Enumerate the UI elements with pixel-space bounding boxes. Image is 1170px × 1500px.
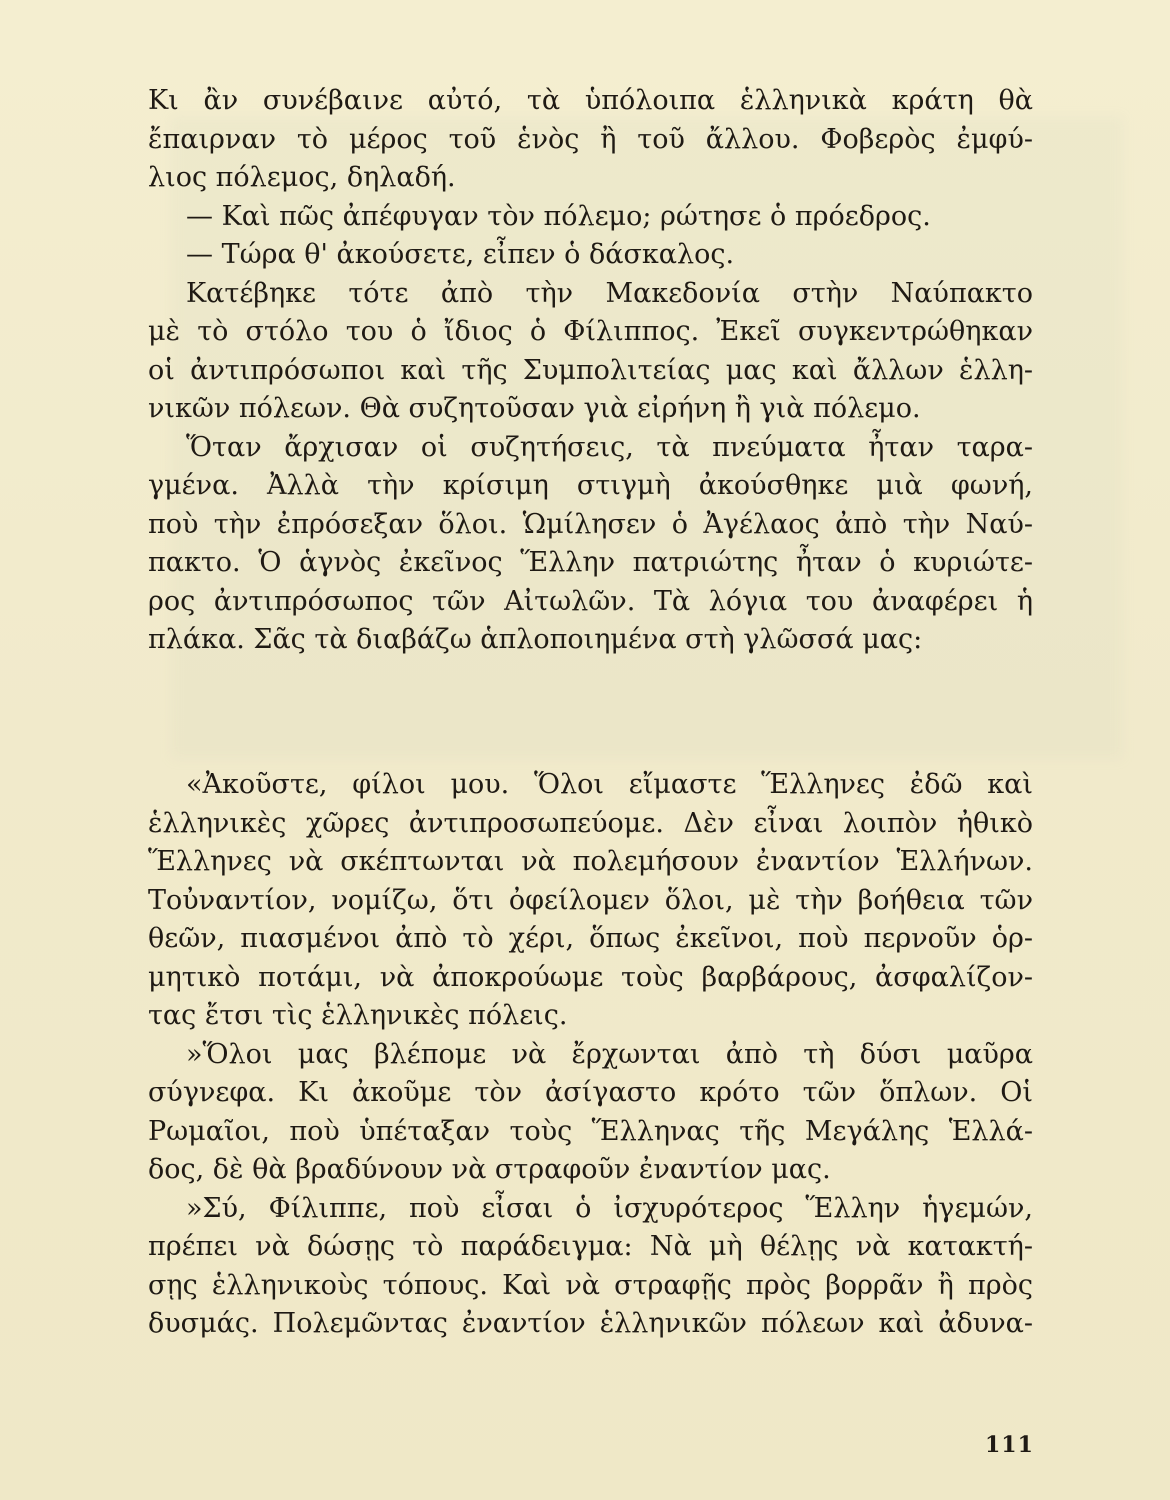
text-line: Κι ἂν συνέβαινε αὐτό, τὰ ὑπόλοιπα ἑλληνικὰ κράτη θὰ [148, 85, 1033, 116]
text-line: νικῶν πόλεων. Θὰ συζητοῦσαν γιὰ εἰρήνη ἢ γιὰ πόλεμο. [148, 393, 921, 424]
text-line: μητικὸ ποτάμι, νὰ ἀποκρούωμε τοὺς βαρβάρους, ἀσφαλίζον- [148, 961, 1033, 993]
text-line: ρος ἀντιπρόσωπος τῶν Αἰτωλῶν. Τὰ λόγια του ἀναφέρει ἡ [148, 585, 1033, 617]
text-line: Ρωμαῖοι, ποὺ ὑπέταξαν τοὺς Ἕλληνας τῆς Μεγάλης Ἑλλά- [148, 1115, 1033, 1147]
text-line: πακτο. Ὁ ἁγνὸς ἐκεῖνος Ἕλλην πατριώτης ἦταν ὁ κυριώτε- [148, 547, 1033, 578]
text-line: δυσμάς. Πολεμῶντας ἐναντίον ἑλληνικῶν πόλεων καὶ ἀδυνα- [148, 1308, 1033, 1339]
text-line: »Σύ, Φίλιππε, ποὺ εἶσαι ὁ ἰσχυρότερος Ἕλλην ἡγεμών, [186, 1192, 1033, 1224]
text-line: ἑλληνικὲς χῶρες ἀντιπροσωπεύομε. Δὲν εἶναι λοιπὸν ἠθικὸ [148, 807, 1033, 839]
text-line: »Ὅλοι μας βλέπομε νὰ ἔρχωνται ἀπὸ τὴ δύσι μαῦρα [186, 1038, 1033, 1070]
text-line: — Καὶ πῶς ἀπέφυγαν τὸν πόλεμο; ρώτησε ὁ πρόεδρος. [186, 200, 931, 232]
text-line: θεῶν, πιασμένοι ἀπὸ τὸ χέρι, ὅπως ἐκεῖνοι, ποὺ περνοῦν ὁρ- [148, 923, 1033, 954]
text-line: «Ἀκοῦστε, φίλοι μου. Ὅλοι εἴμαστε Ἕλληνες ἐδῶ καὶ [186, 769, 1033, 800]
text-line: τας ἔτσι τὶς ἑλληνικὲς πόλεις. [148, 1000, 568, 1031]
text-line: οἱ ἀντιπρόσωποι καὶ τῆς Συμπολιτείας μας καὶ ἄλλων ἑλλη- [148, 354, 1033, 386]
text-line: Ἕλληνες νὰ σκέπτωνται νὰ πολεμήσουν ἐναντίον Ἑλλήνων. [148, 846, 1033, 877]
paragraph-block-speech [148, 766, 1033, 1344]
text-line: σύγνεφα. Κι ἀκοῦμε τὸν ἀσίγαστο κρότο τῶν ὅπλων. Οἱ [148, 1077, 1033, 1108]
text-line: — Τώρα θ' ἀκούσετε, εἶπεν ὁ δάσκαλος. [186, 239, 735, 270]
text-line: Ὅταν ἄρχισαν οἱ συζητήσεις, τὰ πνεύματα ἦταν ταρα- [186, 431, 1033, 463]
text-line: Τοὐναντίον, νομίζω, ὅτι ὀφείλομεν ὅλοι, μὲ τὴν βοήθεια τῶν [148, 884, 1033, 916]
page-number: 111 [985, 1432, 1034, 1458]
text-line: Κατέβηκε τότε ἀπὸ τὴν Μακεδονία στὴν Ναύπακτο [186, 277, 1033, 309]
text-line: ἔπαιρναν τὸ μέρος τοῦ ἑνὸς ἢ τοῦ ἄλλου. Φοβερὸς ἐμφύ- [148, 123, 1033, 155]
text-line: μὲ τὸ στόλο του ὁ ἴδιος ὁ Φίλιππος. Ἐκεῖ συγκεντρώθηκαν [148, 316, 1033, 347]
text-line: ποὺ τὴν ἐπρόσεξαν ὅλοι. Ὡμίλησεν ὁ Ἀγέλαος ἀπὸ τὴν Ναύ- [148, 508, 1033, 540]
text-line: γμένα. Ἀλλὰ τὴν κρίσιμη στιγμὴ ἀκούσθηκε μιὰ φωνή, [148, 470, 1033, 501]
text-line: δος, δὲ θὰ βραδύνουν νὰ στραφοῦν ἐναντίον μας. [148, 1154, 831, 1185]
text-line: πλάκα. Σᾶς τὰ διαβάζω ἁπλοποιημένα στὴ γλῶσσά μας: [148, 624, 923, 655]
text-line: πρέπει νὰ δώσῃς τὸ παράδειγμα: Νὰ μὴ θέλῃς νὰ κατακτή- [148, 1231, 1033, 1262]
text-line: σῃς ἑλληνικοὺς τόπους. Καὶ νὰ στραφῇς πρὸς βορρᾶν ἢ πρὸς [148, 1269, 1033, 1301]
text-line: λιος πόλεμος, δηλαδή. [148, 162, 456, 193]
paragraph-block-narrative [148, 82, 1033, 660]
